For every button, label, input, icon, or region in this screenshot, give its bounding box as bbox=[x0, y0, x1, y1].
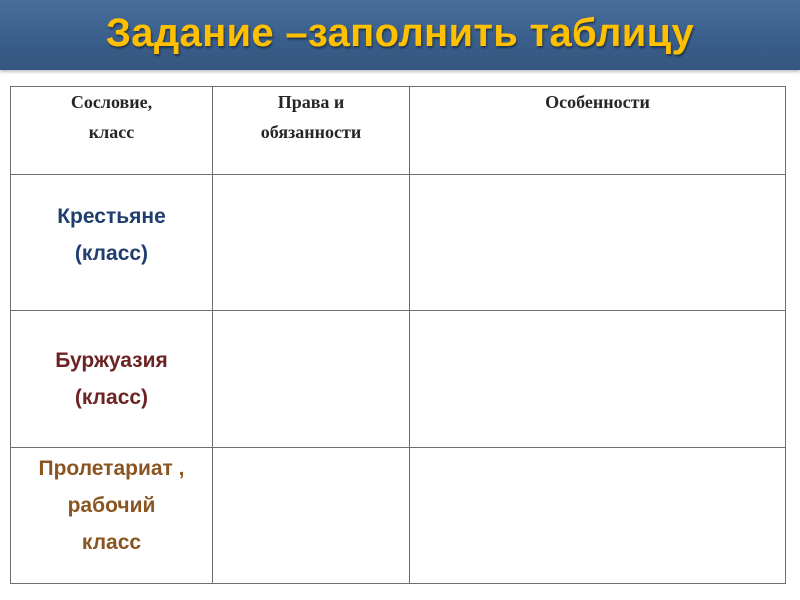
table-row bbox=[11, 175, 786, 311]
header-features: Особенности bbox=[545, 92, 650, 112]
header-cell-estate bbox=[11, 87, 213, 175]
row-label-bourgeoisie: Буржуазия (класс) bbox=[55, 349, 168, 409]
table-row bbox=[11, 448, 786, 584]
header-cell-rights bbox=[213, 87, 410, 175]
header-rights-duties: Права и обязанности bbox=[260, 92, 362, 142]
row-label-cell bbox=[11, 311, 213, 448]
title-bar bbox=[0, 0, 800, 70]
row-label-cell bbox=[11, 175, 213, 311]
header-estate-class: Сословие, класс bbox=[70, 92, 153, 142]
header-cell-features bbox=[410, 87, 786, 175]
assignment-table bbox=[10, 86, 786, 584]
table-header-row bbox=[11, 87, 786, 175]
row-label-peasants: Крестьяне (класс) bbox=[57, 205, 166, 265]
features-cell bbox=[410, 175, 786, 311]
slide-title: Задание –заполнить таблицу bbox=[105, 11, 695, 55]
row-label-proletariat: Пролетариат , рабочий класс bbox=[38, 457, 185, 554]
table-row bbox=[11, 311, 786, 448]
features-cell bbox=[410, 448, 786, 584]
rights-cell bbox=[213, 448, 410, 584]
rights-cell bbox=[213, 175, 410, 311]
row-label-cell bbox=[11, 448, 213, 584]
rights-cell bbox=[213, 311, 410, 448]
features-cell bbox=[410, 311, 786, 448]
